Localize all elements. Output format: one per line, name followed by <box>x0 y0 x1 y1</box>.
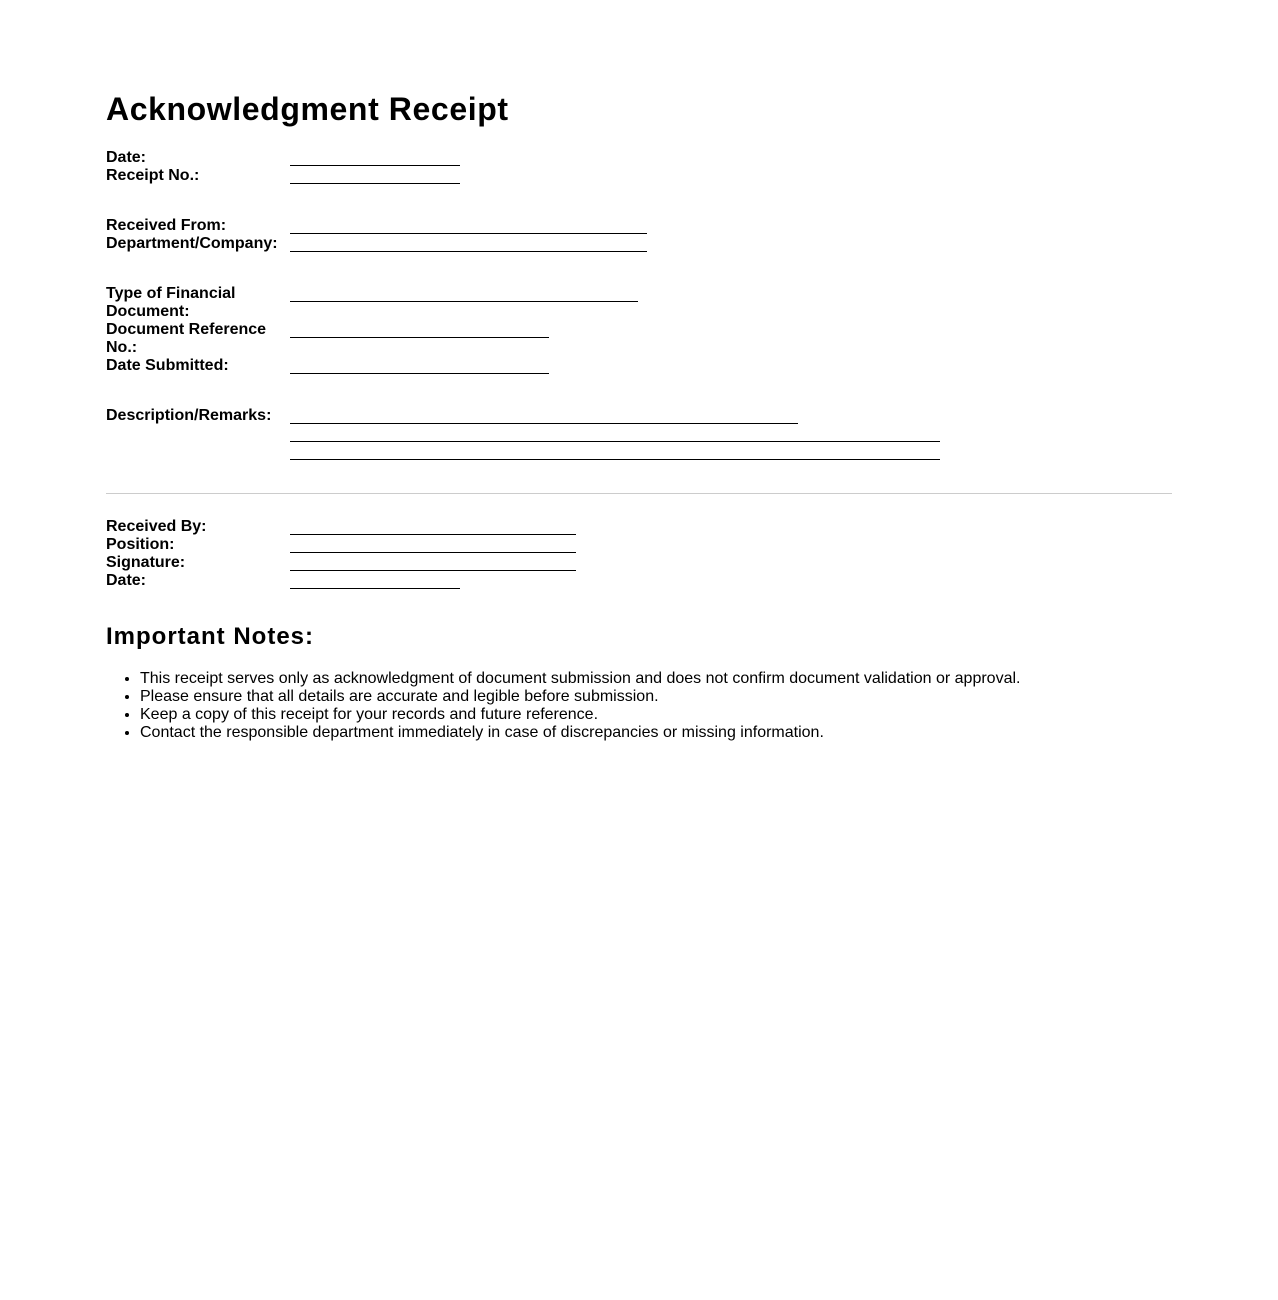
receiver-date-field-row <box>106 572 1172 590</box>
note-item: • This receipt serves only as acknowledgment of document submission and does not confirm document validation or approval. <box>140 670 1020 688</box>
date-submitted-field-row <box>106 357 1172 375</box>
receipt-no-blank-line[interactable] <box>290 183 460 184</box>
receipt-no-label: Receipt No.: <box>106 167 200 184</box>
document-type-field-row <box>106 285 1172 320</box>
signature-blank-line[interactable] <box>290 570 576 571</box>
remarks-label: Description/Remarks: <box>106 407 272 424</box>
department-blank-line[interactable] <box>290 251 647 252</box>
notes-list <box>106 670 1020 742</box>
received-from-label: Received From: <box>106 217 227 234</box>
date-blank-line[interactable] <box>290 165 460 166</box>
received-from-field-row <box>106 217 1172 235</box>
remarks-blank-line-3[interactable] <box>290 459 940 460</box>
section-divider <box>106 493 1172 494</box>
remarks-field-row <box>106 407 1172 461</box>
received-by-field-row <box>106 518 1172 536</box>
receiver-date-blank-line[interactable] <box>290 588 460 589</box>
date-submitted-blank-line[interactable] <box>290 373 549 374</box>
signature-field-row <box>106 554 1172 572</box>
document-reference-field-row <box>106 321 1172 356</box>
signature-label: Signature: <box>106 554 186 571</box>
received-by-blank-line[interactable] <box>290 534 576 535</box>
date-submitted-label: Date Submitted: <box>106 357 229 374</box>
note-item: • Please ensure that all details are accurate and legible before submission. <box>140 688 1020 706</box>
document-reference-blank-line[interactable] <box>290 337 549 338</box>
page-title: Acknowledgment Receipt <box>106 91 509 127</box>
position-blank-line[interactable] <box>290 552 576 553</box>
department-label: Department/Company: <box>106 235 278 252</box>
date-label: Date: <box>106 149 147 166</box>
receiver-date-label: Date: <box>106 572 147 589</box>
date-field-row <box>106 149 1172 167</box>
received-by-label: Received By: <box>106 518 207 535</box>
note-item: • Contact the responsible department immediately in case of discrepancies or missing information. <box>140 724 1020 742</box>
position-label: Position: <box>106 536 175 553</box>
document-type-blank-line[interactable] <box>290 301 638 302</box>
receipt-no-field-row <box>106 167 1172 185</box>
department-field-row <box>106 235 1172 253</box>
document-type-label: Type of Financial Document: <box>106 285 236 320</box>
remarks-blank-line-2[interactable] <box>290 441 940 442</box>
received-from-blank-line[interactable] <box>290 233 647 234</box>
remarks-blank-line-1[interactable] <box>290 423 798 424</box>
notes-heading: Important Notes: <box>106 623 314 650</box>
note-item: • Keep a copy of this receipt for your records and future reference. <box>140 706 1020 724</box>
position-field-row <box>106 536 1172 554</box>
document-reference-label: Document Reference No.: <box>106 321 267 356</box>
